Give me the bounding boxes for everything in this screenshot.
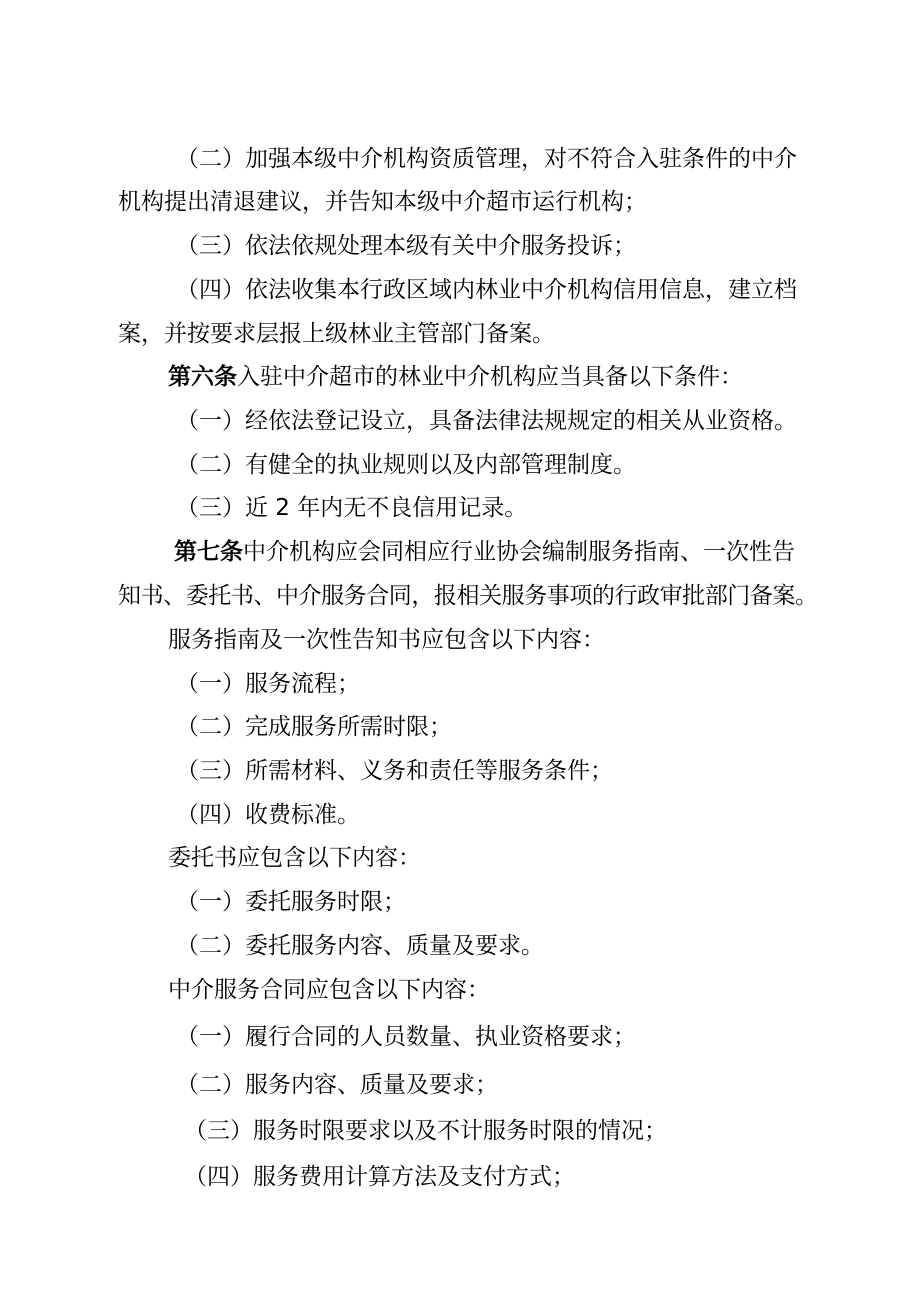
line-text: （二）服务内容、质量及要求；	[176, 1072, 498, 1098]
line-text: （四）收费标准。	[176, 802, 360, 828]
line-text: （二）有健全的执业规则以及内部管理制度。	[176, 452, 636, 478]
article-heading-line	[168, 363, 743, 391]
text-line	[176, 888, 406, 916]
text-line	[168, 976, 490, 1004]
line-text: 中介机构应会同相应行业协会编制服务指南、一次性告	[243, 539, 795, 565]
text-line	[168, 626, 605, 654]
article-number: 第七条	[174, 539, 243, 565]
line-text: （二）加强本级中介机构资质管理，对不符合入驻条件的中介	[176, 146, 797, 172]
line-text: （三）依法依规处理本级有关中介服务投诉；	[176, 233, 636, 259]
text-line	[118, 188, 647, 216]
text-line	[118, 582, 818, 610]
line-text: 入驻中介超市的林业中介机构应当具备以下条件：	[237, 364, 743, 390]
article-number: 第六条	[168, 364, 237, 390]
text-line	[176, 276, 797, 304]
line-text: 机构提出清退建议，并告知本级中介超市运行机构；	[118, 189, 647, 215]
text-line	[176, 757, 613, 785]
line-text: （一）经依法登记设立，具备法律法规规定的相关从业资格。	[176, 408, 797, 434]
line-text: （四）依法收集本行政区域内林业中介机构信用信息，建立档	[176, 277, 797, 303]
text-line	[176, 1023, 636, 1051]
line-text: 委托书应包含以下内容：	[168, 845, 421, 871]
text-line	[176, 494, 527, 522]
line-text: 知书、委托书、中介服务合同，报相关服务事项的行政审批部门备案。	[118, 583, 818, 609]
line-text: （二）完成服务所需时限；	[176, 714, 452, 740]
line-text: 服务指南及一次性告知书应包含以下内容：	[168, 627, 605, 653]
line-text: （三）近 2 年内无不良信用记录。	[176, 495, 528, 521]
text-line	[118, 320, 555, 348]
text-line	[176, 451, 636, 479]
line-text: （三）服务时限要求以及不计服务时限的情况；	[184, 1118, 667, 1144]
text-line	[176, 801, 360, 829]
text-line	[176, 932, 544, 960]
line-text: （一）服务流程；	[176, 671, 360, 697]
text-line	[176, 407, 797, 435]
text-line	[184, 1163, 575, 1191]
text-line	[176, 713, 452, 741]
text-line	[176, 670, 360, 698]
text-line	[168, 844, 421, 872]
line-text: （一）履行合同的人员数量、执业资格要求；	[176, 1024, 636, 1050]
text-line	[176, 1071, 498, 1099]
line-text: （一）委托服务时限；	[176, 889, 406, 915]
line-text: 中介服务合同应包含以下内容：	[168, 977, 490, 1003]
line-text: 案，并按要求层报上级林业主管部门备案。	[118, 321, 555, 347]
line-text: （二）委托服务内容、质量及要求。	[176, 933, 544, 959]
text-line	[176, 145, 797, 173]
text-line	[176, 232, 636, 260]
line-text: （四）服务费用计算方法及支付方式；	[184, 1164, 575, 1190]
text-line	[184, 1117, 667, 1145]
article-heading-line	[174, 538, 795, 566]
line-text: （三）所需材料、义务和责任等服务条件；	[176, 758, 613, 784]
